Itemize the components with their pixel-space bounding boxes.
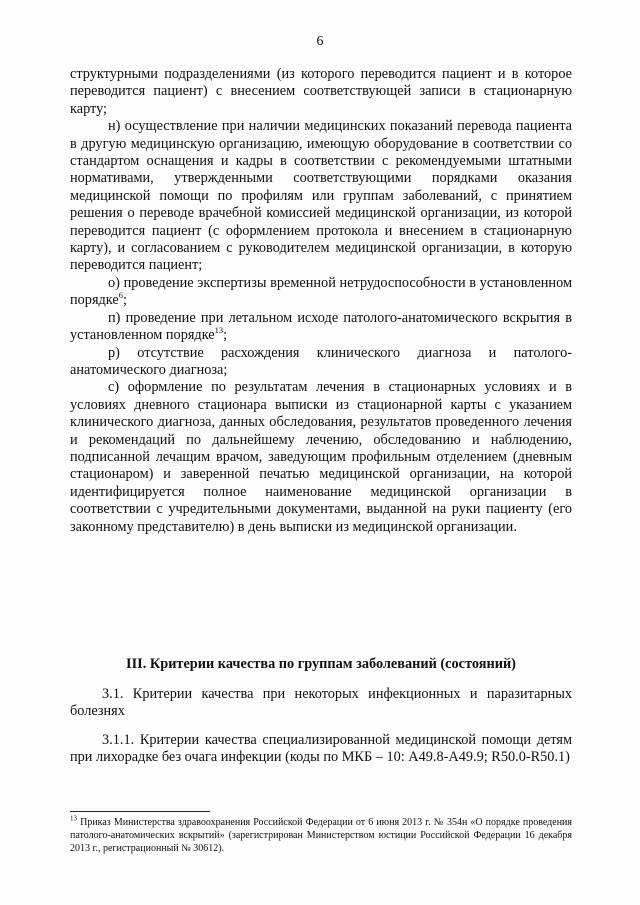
paragraph-o <box>70 275 572 310</box>
footnote-ref-6: 6 <box>118 290 123 301</box>
footnote-mark: 13 <box>70 814 77 823</box>
body-text <box>70 66 572 536</box>
paragraph-continuation: структурными подразделениями (из которого переводится пациент и в которое переводится пациент) с внесением соответствующей записи в стационарную карту; <box>70 66 572 117</box>
paragraph-p <box>70 310 572 345</box>
footnote-divider <box>70 811 210 812</box>
paragraph-r: р) отсутствие расхождения клинического диагноза и патолого-анатомического диагноза; <box>70 344 572 378</box>
paragraph-p-punct: ; <box>223 327 228 344</box>
subsection-3-1: 3.1. Критерии качества при некоторых инфекционных и паразитарных болезнях <box>70 686 572 720</box>
paragraph-o-text: о) проведение экспертизы временной нетрудоспособности в установленном порядке <box>70 274 572 309</box>
footnote-text: Приказ Министерства здравоохранения Российской Федерации от 6 июня 2013 г. № 354н «О порядке проведения патолого-анатомических вскрытий» (зарегистрирован Министерством юстиции Российской Федерации 16 декабря 2013 г., регистрационный № 30612). <box>70 817 572 854</box>
section-heading: III. Критерии качества по группам заболеваний (состояний) <box>126 656 516 672</box>
footnote-ref-13: 13 <box>214 325 224 336</box>
paragraph-o-punct: ; <box>122 292 127 309</box>
subsection-3-1-1: 3.1.1. Критерии качества специализированной медицинской помощи детям при лихорадке без очага инфекции (коды по МКБ – 10: A49.8-A49.9; R50.0-R50.1) <box>70 732 572 766</box>
footnote <box>70 816 572 855</box>
paragraph-n: н) осуществление при наличии медицинских показаний перевода пациента в другую медицинскую организацию, имеющую оборудование в соответствии со стандартом оснащения и кадры в соответствии с рекомендуемыми штатными нормативами, утвержденными соответствующими порядками оказания медицинской помощи по профилям или группам заболеваний, с принятием решения о переводе врачебной комиссией медицинской организации, из которой переводится пациент (с оформлением протокола и внесением в стационарную карту), и согласованием с руководителем медицинской организации, в которую переводится пациент; <box>70 118 572 274</box>
paragraph-s: с) оформление по результатам лечения в стационарных условиях и в условиях дневного стационара выписки из стационарной карты с указанием клинического диагноза, данных обследования, результатов проведенного лечения и рекомендаций по дальнейшему лечению, обследованию и наблюдению, подписанной лечащим врачом, заведующим профильным отделением (дневным стационаром) и заверенной печатью медицинской организации, на которой идентифицируется полное наименование медицинской организации в соответствии с учредительными документами, выданной на руки пациенту (его законному представителю) в день выписки из медицинской организации. <box>70 379 572 535</box>
paragraph-p-text: п) проведение при летальном исходе патолого-анатомического вскрытия в установленном порядке <box>70 309 572 344</box>
page-number: 6 <box>316 34 324 49</box>
